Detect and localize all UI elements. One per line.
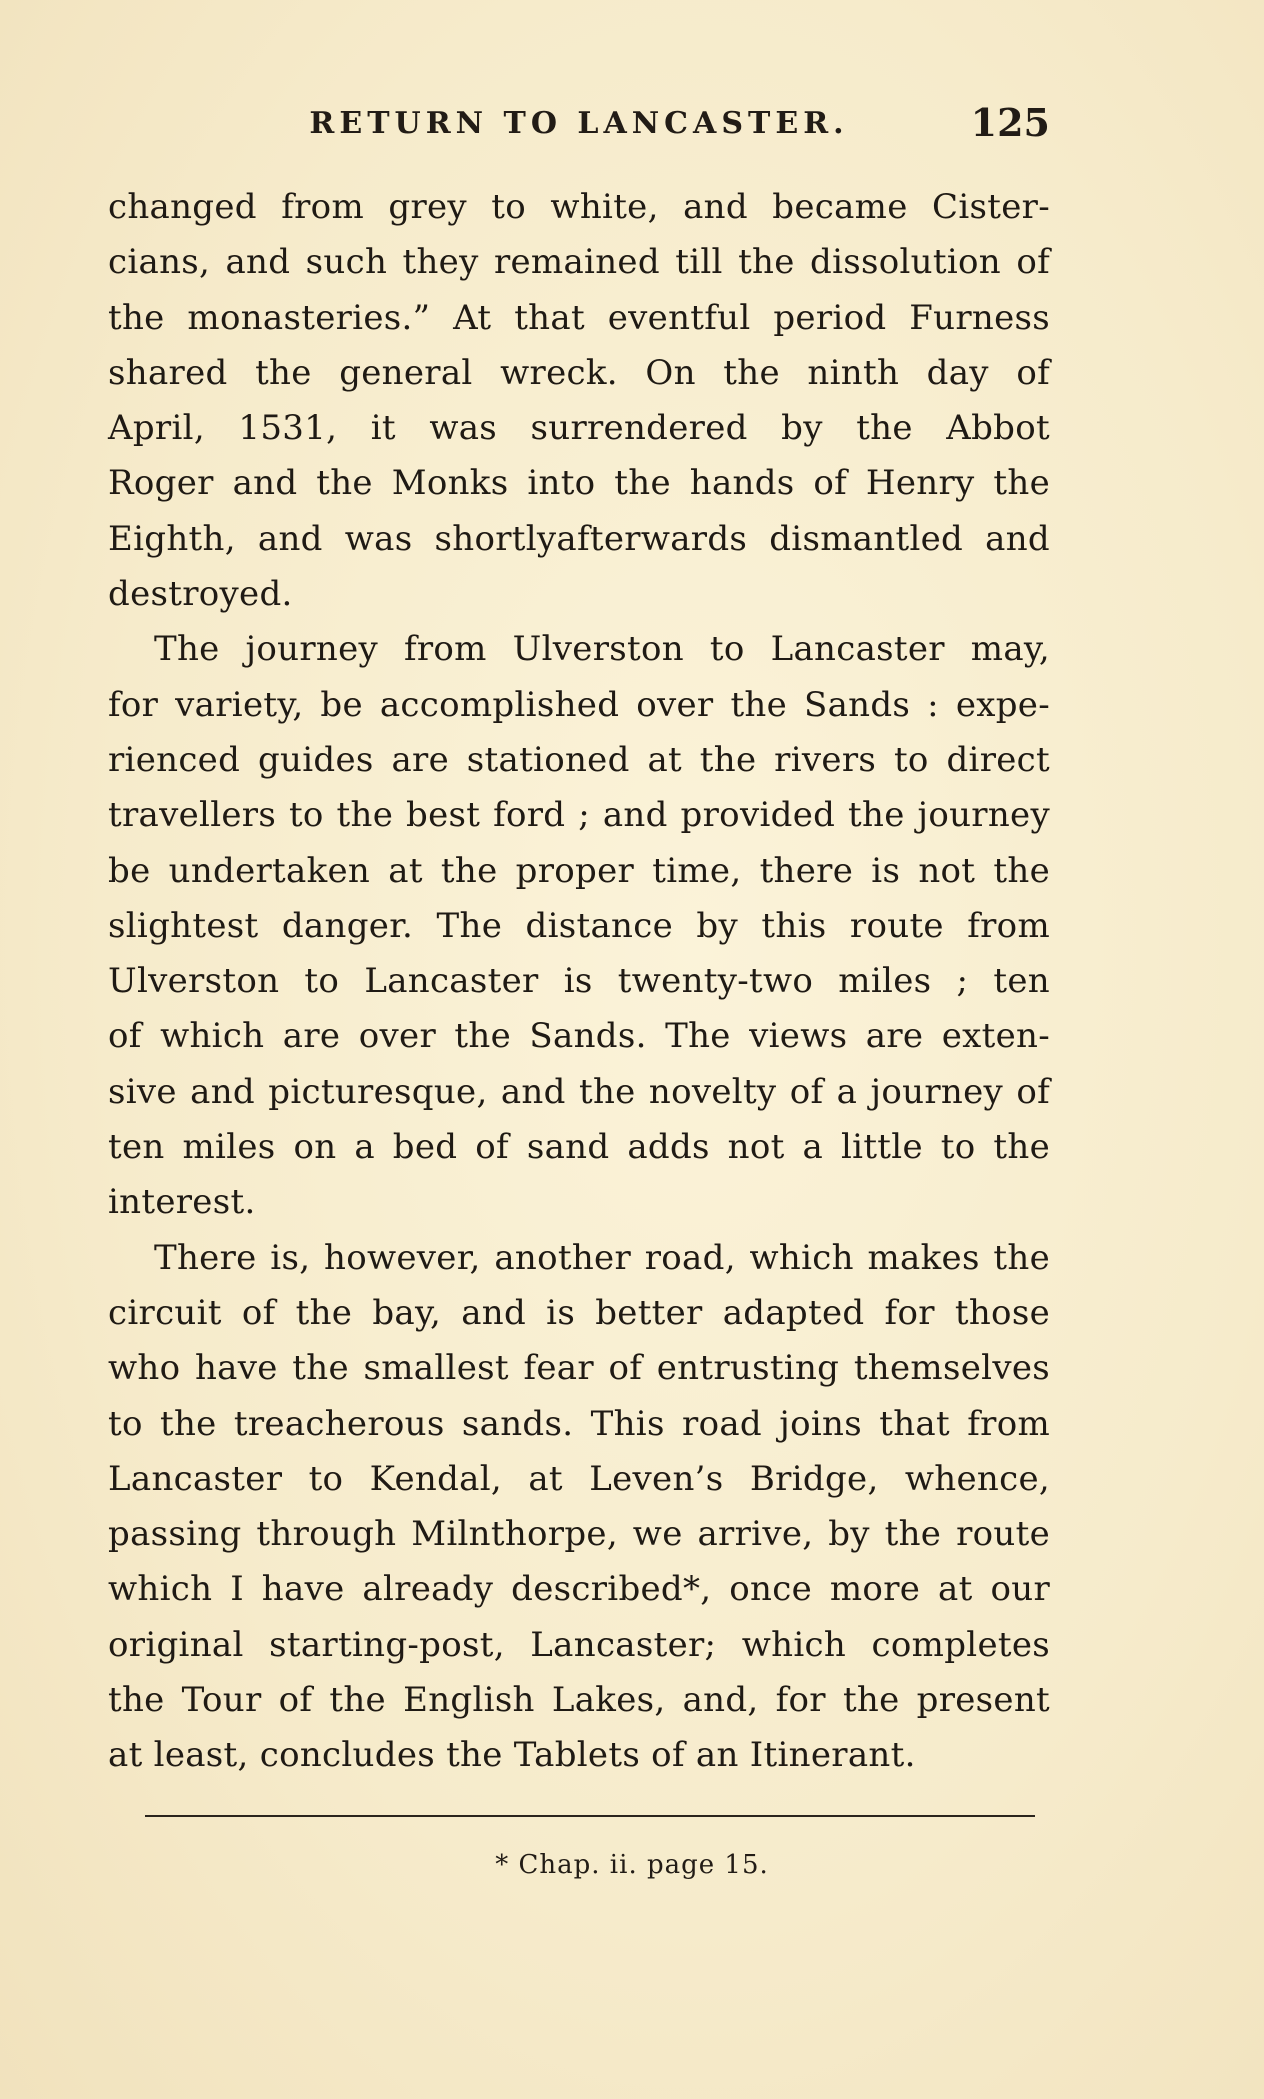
text-line: travellers to the best ford ; and provided the journey: [108, 795, 1050, 836]
text-line: Roger and the Monks into the hands of Henry the: [108, 463, 1050, 504]
text-line: Eighth, and was shortlyafterwards dismantled and: [108, 518, 1050, 559]
text-line: to the treacherous sands. This road joins that from: [108, 1403, 1050, 1444]
text-line: for variety, be accomplished over the Sands : expe-: [108, 684, 1050, 725]
text-line: slightest danger. The distance by this route from: [108, 905, 1050, 946]
text-line: who have the smallest fear of entrusting themselves: [108, 1348, 1050, 1389]
text-line: Ulverston to Lancaster is twenty-two miles ; ten: [108, 961, 1050, 1002]
page-number: 125: [970, 100, 1050, 145]
footnote-divider: [145, 1815, 1035, 1817]
page-header: [108, 98, 1050, 148]
text-line: There is, however, another road, which makes the: [154, 1237, 1050, 1278]
text-line: the Tour of the English Lakes, and, for the present: [108, 1680, 1050, 1721]
text-line: changed from grey to white, and became Cister-: [108, 187, 1050, 227]
text-line: interest.: [108, 1182, 256, 1223]
text-line: cians, and such they remained till the dissolution of: [108, 242, 1050, 283]
text-line: The journey from Ulverston to Lancaster may,: [154, 629, 1050, 670]
text-line: the monasteries.” At that eventful period Furness: [108, 297, 1050, 338]
running-title: RETURN TO LANCASTER.: [309, 106, 849, 141]
text-line: original starting-post, Lancaster; which completes: [108, 1624, 1050, 1665]
text-line: be undertaken at the proper time, there is not the: [108, 850, 1050, 891]
text-line: destroyed.: [108, 574, 293, 615]
text-line: rienced guides are stationed at the rivers to direct: [108, 739, 1050, 780]
body-text: [108, 180, 1050, 1784]
text-line: circuit of the bay, and is better adapted for those: [108, 1292, 1050, 1333]
text-line: sive and picturesque, and the novelty of a journey of: [108, 1071, 1050, 1112]
text-line: passing through Milnthorpe, we arrive, by the route: [108, 1514, 1050, 1555]
text-line: of which are over the Sands. The views are exten-: [108, 1016, 1050, 1057]
text-line: at least, concludes the Tablets of an Itinerant.: [108, 1735, 916, 1776]
text-line: ten miles on a bed of sand adds not a little to the: [108, 1127, 1050, 1168]
text-line: Lancaster to Kendal, at Leven’s Bridge, whence,: [108, 1458, 1050, 1499]
text-line: which I have already described*, once more at our: [108, 1569, 1050, 1610]
text-line: April, 1531, it was surrendered by the Abbot: [108, 408, 1050, 449]
footnote: * Chap. ii. page 15.: [495, 1850, 769, 1880]
text-line: shared the general wreck. On the ninth day of: [108, 352, 1050, 393]
